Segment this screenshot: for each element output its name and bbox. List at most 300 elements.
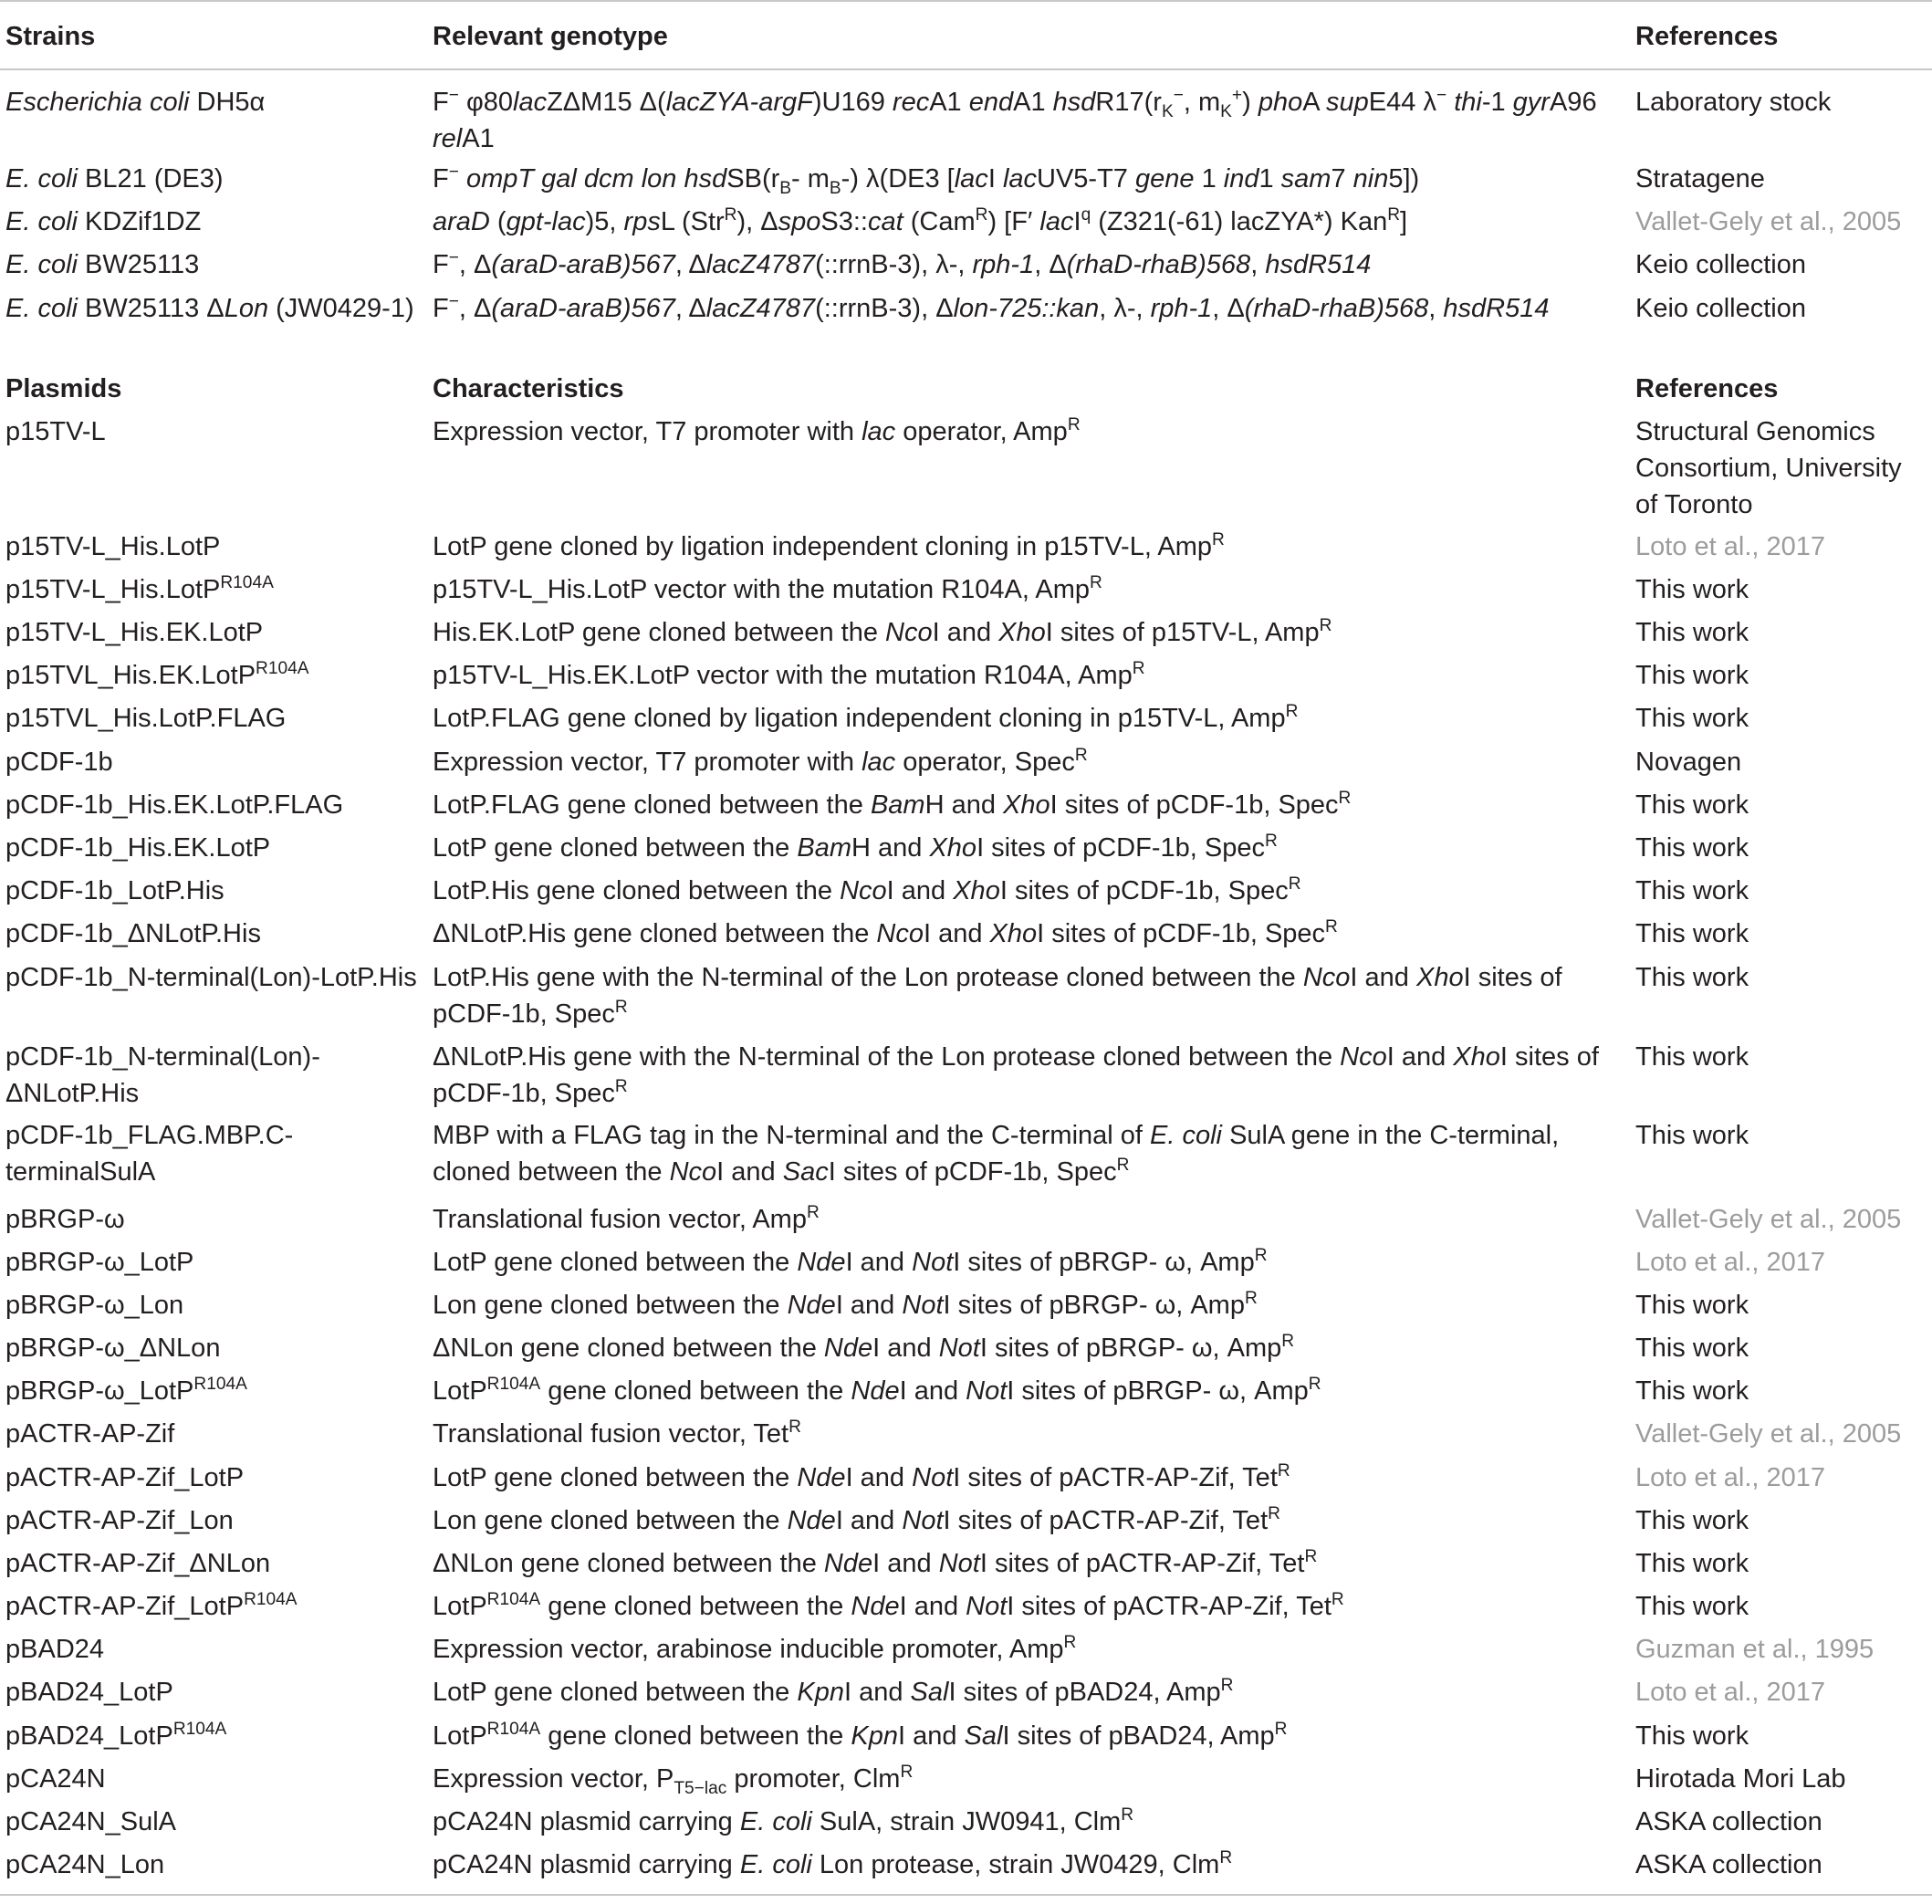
reference-cell: Novagen	[1635, 748, 1742, 777]
text-run: DH5α	[189, 88, 266, 117]
name-cell	[5, 1039, 425, 1112]
text-run: I sites of pBRGP- ω, Amp	[953, 1248, 1255, 1277]
text-run: )5,	[585, 207, 624, 236]
text-run: R104A	[220, 573, 274, 593]
table-row	[0, 700, 1932, 737]
name-cell	[5, 1244, 425, 1281]
description-cell	[433, 1846, 1628, 1883]
reference-cell: This work	[1635, 661, 1749, 690]
text-run: I sites of pCDF-1b, Spec	[1037, 919, 1326, 948]
description-cell	[433, 1545, 1628, 1582]
text-run: I sites of pCDF-1b, Spec	[433, 1042, 1599, 1108]
table-row	[0, 1674, 1932, 1710]
description-cell	[433, 614, 1628, 651]
reference-cell: ASKA collection	[1635, 1807, 1822, 1836]
reference-cell: This work	[1635, 919, 1749, 948]
description-cell	[433, 830, 1628, 866]
description-cell	[433, 657, 1628, 694]
text-run: E. coli	[5, 164, 78, 194]
text-run: SulA gene in the C-terminal, cloned between the	[433, 1121, 1560, 1187]
name-cell	[5, 873, 425, 909]
text-run: Nde	[797, 1463, 846, 1492]
text-run: I and	[897, 1721, 965, 1751]
description-cell	[433, 413, 1628, 450]
text-run: rph-1	[972, 250, 1035, 279]
text-run: Not	[966, 1376, 1008, 1406]
text-run: R104A	[193, 1375, 247, 1395]
reference-link[interactable]: Guzman et al., 1995	[1635, 1635, 1875, 1664]
text-run: , Δ	[1034, 250, 1067, 279]
reference-cell: This work	[1635, 1291, 1749, 1320]
table-row	[0, 84, 1932, 153]
name-cell	[5, 1761, 425, 1797]
table-row	[0, 1201, 1932, 1238]
section-header-row	[0, 371, 1932, 407]
name-cell	[5, 1804, 425, 1840]
table-row	[0, 1459, 1932, 1496]
reference-cell: Laboratory stock	[1635, 88, 1832, 117]
text-run: R	[1254, 1246, 1268, 1266]
text-run: lacZ4787	[705, 294, 816, 323]
text-run: 1	[1258, 164, 1281, 194]
text-run: pACTR-AP-Zif	[5, 1419, 175, 1449]
text-run: KDZif1DZ	[77, 207, 202, 236]
text-run: I sites of pCDF-1b, Spec	[976, 833, 1265, 863]
text-run: I and	[845, 1463, 913, 1492]
description-cell	[433, 1502, 1628, 1539]
text-run: 7	[1331, 164, 1353, 194]
table-row	[0, 657, 1932, 694]
description-cell	[433, 873, 1628, 909]
text-run: I and	[899, 1592, 966, 1621]
text-run: R	[975, 205, 988, 225]
text-run: I	[987, 164, 1003, 194]
table-row	[0, 787, 1932, 823]
text-run: R	[1308, 1375, 1321, 1395]
reference-link[interactable]: Loto et al., 2017	[1635, 1248, 1825, 1277]
text-run: R	[1264, 832, 1278, 852]
text-run: hsdR514	[1443, 294, 1550, 323]
text-run: -) λ(DE3 [	[841, 164, 955, 194]
reference-cell: This work	[1635, 1376, 1749, 1406]
text-run: R	[1121, 1805, 1134, 1826]
reference-link[interactable]: Vallet-Gely et al., 2005	[1635, 1205, 1902, 1234]
text-run: spo	[778, 207, 821, 236]
text-run: thi	[1454, 88, 1482, 117]
text-run: R104A	[486, 1720, 541, 1740]
text-run: A	[1302, 88, 1327, 117]
text-run: gene	[1135, 164, 1195, 194]
text-run: )	[1242, 88, 1258, 117]
text-run: lacZYA-argF	[665, 88, 813, 117]
text-run: R	[1338, 789, 1352, 809]
text-run: Lon gene cloned between the	[433, 1506, 788, 1535]
text-run: lacZ4787	[705, 250, 816, 279]
table-bottom-rule	[0, 1894, 1932, 1896]
text-run: Not	[966, 1592, 1008, 1621]
table-row	[0, 290, 1932, 360]
name-cell	[5, 1201, 425, 1238]
description-cell	[433, 1039, 1628, 1112]
text-run: operator, Amp	[895, 417, 1068, 446]
text-run: LotP	[433, 1376, 487, 1406]
reference-cell: This work	[1635, 1334, 1749, 1363]
text-run: R	[1067, 415, 1081, 435]
reference-cell: This work	[1635, 876, 1749, 905]
text-run: I sites of pCDF-1b, Spec	[1050, 790, 1339, 820]
text-run: ) [F′	[987, 207, 1040, 236]
text-run: R	[1277, 1461, 1290, 1481]
text-run: B	[829, 178, 841, 198]
text-run: R	[900, 1763, 914, 1783]
text-run: Lon	[224, 294, 269, 323]
text-run: ΔNLotP.His gene cloned between the	[433, 919, 877, 948]
description-cell	[433, 700, 1628, 737]
text-run: lac	[513, 88, 548, 117]
text-run: p15TV-L_His.EK.LotP	[5, 618, 264, 647]
text-run: promoter, Clm	[726, 1764, 901, 1794]
text-run: LotP	[433, 1592, 487, 1621]
text-run: R	[614, 998, 628, 1018]
reference-link[interactable]: Loto et al., 2017	[1635, 532, 1825, 561]
reference-cell: This work	[1635, 833, 1749, 863]
text-run: A1	[929, 88, 969, 117]
text-run: LotP gene cloned between the	[433, 1678, 798, 1707]
description-cell	[433, 1631, 1628, 1668]
text-run: SulA, strain JW0941, Clm	[811, 1807, 1122, 1836]
table-row	[0, 915, 1932, 952]
text-run: lac	[862, 417, 896, 446]
text-run: R	[1285, 702, 1299, 722]
name-cell	[5, 1287, 425, 1323]
name-cell	[5, 246, 425, 283]
reference-cell: ASKA collection	[1635, 1850, 1822, 1879]
text-run: Escherichia coli	[5, 88, 190, 117]
description-cell	[433, 959, 1628, 1032]
text-run: 5])	[1388, 164, 1420, 194]
text-run: I sites of pBRGP- ω, Amp	[943, 1291, 1245, 1320]
text-run: ,	[1250, 250, 1266, 279]
text-run: p15TV-L_His.LotP	[5, 575, 221, 604]
reference-cell: This work	[1635, 1506, 1749, 1535]
text-run: I sites of pACTR-AP-Zif, Tet	[943, 1506, 1269, 1535]
text-run: rph-1	[1150, 294, 1213, 323]
text-run: Nco	[1302, 963, 1351, 992]
reference-cell: This work	[1635, 790, 1749, 820]
text-run: , m	[1183, 88, 1221, 117]
text-run: pCDF-1b	[5, 748, 113, 777]
text-run: φ80	[458, 88, 514, 117]
text-run: I sites of pACTR-AP-Zif, Tet	[953, 1463, 1278, 1492]
reference-link[interactable]: Loto et al., 2017	[1635, 1463, 1825, 1492]
text-run: Not	[912, 1248, 954, 1277]
text-run: pCDF-1b_His.EK.LotP.FLAG	[5, 790, 344, 820]
text-run: I and	[899, 1376, 966, 1406]
text-run: S3::	[820, 207, 868, 236]
text-run: Xho	[998, 618, 1046, 647]
text-run: E. coli	[739, 1850, 812, 1879]
column-header: Plasmids	[5, 374, 122, 403]
text-run: E. coli	[1150, 1121, 1223, 1150]
text-run: I and	[1350, 963, 1416, 992]
text-run: I and	[835, 1506, 903, 1535]
table-row	[0, 830, 1932, 866]
text-run: rps	[623, 207, 661, 236]
text-run: E. coli	[739, 1807, 812, 1836]
text-run: Bam	[870, 790, 925, 820]
table-row	[0, 1416, 1932, 1452]
text-run: pCDF-1b_FLAG.MBP.C-terminalSulA	[5, 1121, 294, 1187]
text-run: p15TV-L_His.LotP vector with the mutation R104A, Amp	[433, 575, 1091, 604]
text-run: (rhaD-rhaB)568	[1244, 294, 1429, 323]
description-cell	[433, 1674, 1628, 1710]
description-cell	[433, 1201, 1628, 1238]
text-run: K	[1220, 101, 1232, 121]
text-run	[1446, 88, 1454, 117]
text-run: lac	[862, 748, 896, 777]
header-rule	[0, 68, 1932, 70]
text-run: Kpn	[851, 1721, 898, 1751]
text-run: R	[1212, 530, 1225, 550]
text-run: nin	[1352, 164, 1389, 194]
text-run: Bam	[797, 833, 851, 863]
text-run: I and	[932, 618, 999, 647]
table-row	[0, 1588, 1932, 1625]
text-run: I	[1073, 207, 1081, 236]
table-row	[0, 1631, 1932, 1668]
text-run: R	[1219, 1848, 1233, 1868]
text-run: pCDF-1b_His.EK.LotP	[5, 833, 271, 863]
text-run: +	[1231, 86, 1243, 106]
text-run: I and	[872, 1334, 939, 1363]
reference-cell: This work	[1635, 1549, 1749, 1578]
text-run: lac	[1002, 164, 1038, 194]
text-run: T5−lac	[674, 1778, 727, 1798]
text-run: I and	[886, 876, 954, 905]
text-run: Nde	[851, 1376, 900, 1406]
text-run: pCA24N	[5, 1764, 106, 1794]
reference-link[interactable]: Vallet-Gely et al., 2005	[1635, 1419, 1902, 1449]
text-run: −	[448, 86, 459, 106]
text-run: −	[1173, 86, 1184, 106]
text-run: Nco	[840, 876, 887, 905]
text-run: I sites of pACTR-AP-Zif, Tet	[1007, 1592, 1332, 1621]
text-run: E. coli	[5, 250, 78, 279]
text-run: (Z321(-61) lacZYA*) Kan	[1091, 207, 1388, 236]
reference-link[interactable]: Vallet-Gely et al., 2005	[1635, 207, 1902, 236]
text-run: Sac	[782, 1157, 829, 1187]
text-run: SB(r	[726, 164, 780, 194]
text-run: Xho	[1415, 963, 1464, 992]
name-cell	[5, 290, 425, 327]
text-run: R	[1132, 659, 1145, 679]
text-run: R	[1288, 874, 1301, 894]
table-row	[0, 744, 1932, 780]
text-run: A96	[1549, 88, 1597, 117]
text-run: ]	[1400, 207, 1408, 236]
name-cell	[5, 1718, 425, 1754]
text-run: Xho	[989, 919, 1038, 948]
text-run: λ-	[935, 250, 958, 279]
table-row	[0, 1761, 1932, 1797]
text-run: , Δ	[1212, 294, 1245, 323]
text-run: gene cloned between the	[540, 1376, 851, 1406]
reference-cell: This work	[1635, 1042, 1749, 1072]
description-cell	[433, 787, 1628, 823]
text-run: Lon protease, strain JW0429, Clm	[811, 1850, 1220, 1879]
text-run: Nde	[787, 1291, 836, 1320]
table-row	[0, 246, 1932, 283]
text-run: LotP.His gene cloned between the	[433, 876, 841, 905]
text-run: pBRGP-ω_LotP	[5, 1376, 194, 1406]
name-cell	[5, 1459, 425, 1496]
text-run: R	[1325, 917, 1338, 937]
description-cell	[433, 1244, 1628, 1281]
table-row	[0, 1373, 1932, 1409]
text-run: R	[1268, 1504, 1280, 1524]
text-run: BW25113 Δ	[77, 294, 225, 323]
description-cell	[433, 204, 1628, 240]
text-run: BW25113	[77, 250, 200, 279]
reference-cell: Structural Genomics Consortium, University of Toronto	[1635, 417, 1902, 519]
name-cell	[5, 1117, 425, 1190]
text-run: (Cam	[903, 207, 976, 236]
text-run: I sites of pBAD24, Amp	[1002, 1721, 1275, 1751]
text-run: Xho	[1003, 790, 1050, 820]
table-row	[0, 959, 1932, 1029]
column-header: References	[1635, 22, 1779, 51]
text-run: Translational fusion vector, Tet	[433, 1419, 789, 1449]
name-cell	[5, 571, 425, 608]
description-cell	[433, 1459, 1628, 1496]
text-run: I sites of pBAD24, Amp	[948, 1678, 1221, 1707]
text-run: ,	[1428, 294, 1444, 323]
text-run: Expression vector, T7 promoter with	[433, 748, 862, 777]
text-run: A1	[1013, 88, 1053, 117]
text-run: Expression vector, arabinose inducible promoter, Amp	[433, 1635, 1064, 1664]
text-run: R	[1063, 1633, 1077, 1653]
reference-cell: This work	[1635, 575, 1749, 604]
name-cell	[5, 1846, 425, 1883]
text-run: Nco	[885, 618, 933, 647]
text-run: ompT gal dcm lon hsd	[465, 164, 727, 194]
text-run: Not	[902, 1291, 944, 1320]
table-row	[0, 161, 1932, 197]
text-run: gene cloned between the	[540, 1592, 851, 1621]
text-run: I and	[923, 919, 990, 948]
text-run: hsd	[1052, 88, 1096, 117]
text-run: Nde	[797, 1248, 846, 1277]
name-cell	[5, 700, 425, 737]
text-run: UV5-T7	[1037, 164, 1135, 194]
text-run: R	[1244, 1289, 1258, 1309]
text-run: Nde	[851, 1592, 900, 1621]
description-cell	[433, 1588, 1628, 1625]
text-run: R	[724, 205, 737, 225]
text-run: (	[489, 207, 506, 236]
text-run: LotP gene cloned by ligation independent cloning in p15TV-L, Amp	[433, 532, 1212, 561]
name-cell	[5, 915, 425, 952]
text-run: pACTR-AP-Zif_LotP	[5, 1463, 245, 1492]
text-run: F	[433, 250, 449, 279]
text-run: R	[614, 1077, 628, 1097]
text-run: gene cloned between the	[540, 1721, 851, 1751]
text-run: cat	[867, 207, 903, 236]
text-run: R104A	[244, 1590, 298, 1610]
text-run: pBRGP-ω_ΔNLon	[5, 1334, 221, 1363]
name-cell	[5, 84, 425, 120]
name-cell	[5, 161, 425, 197]
table-row	[0, 204, 1932, 240]
text-run: ), Δ	[736, 207, 778, 236]
text-run: I and	[716, 1157, 783, 1187]
table-row	[0, 413, 1932, 519]
description-cell	[433, 1330, 1628, 1366]
text-run: gyr	[1512, 88, 1550, 117]
text-run: (araD-araB)567	[491, 250, 675, 279]
table-row	[0, 614, 1932, 651]
text-run: p15TVL_His.EK.LotP	[5, 661, 256, 690]
text-run: Not	[938, 1549, 980, 1578]
text-run: rel	[433, 124, 463, 153]
text-run: (rhaD-rhaB)568	[1066, 250, 1251, 279]
name-cell	[5, 204, 425, 240]
text-run: E. coli	[5, 294, 78, 323]
text-run: sam	[1280, 164, 1332, 194]
reference-cell: This work	[1635, 1721, 1749, 1751]
table-row	[0, 1804, 1932, 1840]
text-run: pCDF-1b_ΔNLotP.His	[5, 919, 261, 948]
text-run: , Δ	[674, 294, 706, 323]
text-run: lac	[1039, 207, 1074, 236]
text-run: pho	[1258, 88, 1303, 117]
text-run: ZΔM15 Δ(	[547, 88, 666, 117]
text-run: lac	[954, 164, 988, 194]
text-run: R	[1074, 746, 1088, 766]
description-cell	[433, 528, 1628, 565]
description-cell	[433, 1373, 1628, 1409]
text-run: R	[1090, 573, 1102, 593]
text-run: R	[1319, 616, 1332, 636]
text-run: Xho	[1453, 1042, 1500, 1072]
reference-link[interactable]: Loto et al., 2017	[1635, 1678, 1825, 1707]
text-run: pCA24N_SulA	[5, 1807, 176, 1836]
text-run: −	[448, 292, 459, 312]
text-run: I sites of pACTR-AP-Zif, Tet	[979, 1549, 1305, 1578]
table-top-rule	[0, 0, 1932, 2]
text-run: - m	[791, 164, 830, 194]
text-run: Translational fusion vector, Amp	[433, 1205, 807, 1234]
table-row	[0, 1545, 1932, 1582]
text-run: Not	[938, 1334, 980, 1363]
text-run: I sites of pBRGP- ω, Amp	[1007, 1376, 1309, 1406]
text-run: sup	[1326, 88, 1369, 117]
table-row	[0, 528, 1932, 565]
description-cell	[433, 571, 1628, 608]
text-run: R104A	[172, 1720, 227, 1740]
text-run: I sites of pCDF-1b, Spec	[433, 963, 1562, 1029]
text-run: pBRGP-ω	[5, 1205, 125, 1234]
name-cell	[5, 744, 425, 780]
text-run: I sites of pCDF-1b, Spec	[828, 1157, 1117, 1187]
text-run: Xho	[953, 876, 1000, 905]
text-run: R104A	[486, 1590, 541, 1610]
text-run: Lon gene cloned between the	[433, 1291, 788, 1320]
text-run: pACTR-AP-Zif_LotP	[5, 1592, 245, 1621]
description-cell	[433, 1804, 1628, 1840]
text-run: B	[779, 178, 792, 198]
text-run: pCDF-1b_N-terminal(Lon)-LotP.His	[5, 963, 417, 992]
